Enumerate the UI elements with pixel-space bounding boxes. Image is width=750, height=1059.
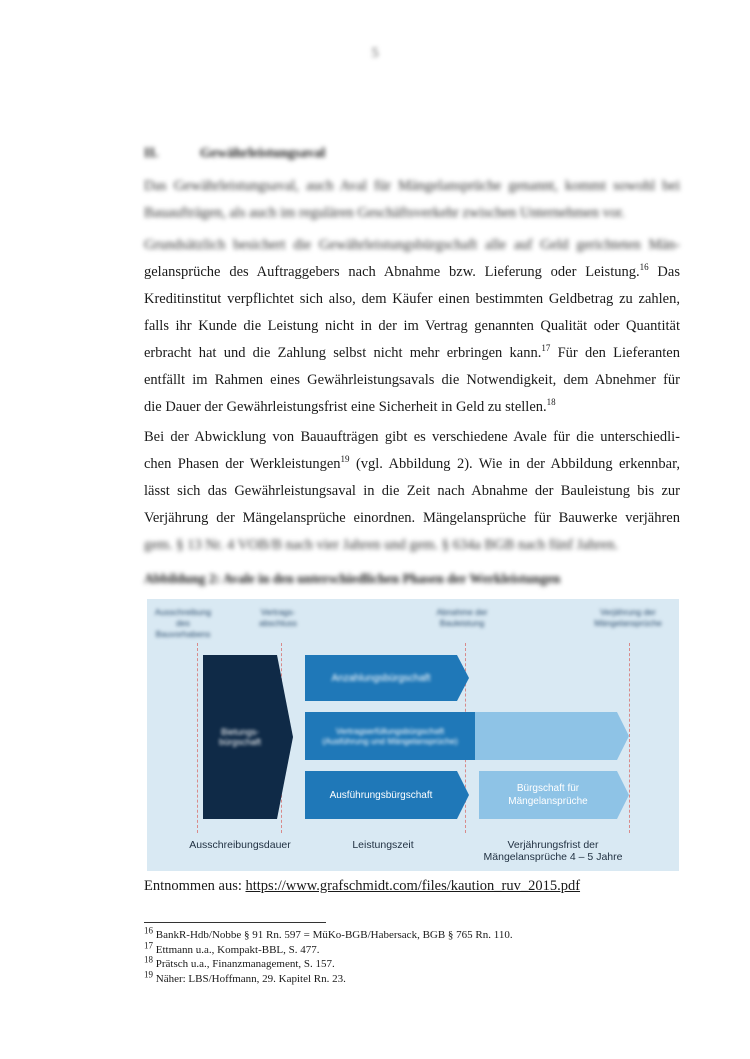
paragraph-line: falls ihr Kunde die Leistung nicht in der im Vertrag genannten Qualität oder Quantität: [144, 318, 680, 334]
footnote-number: 19: [144, 968, 153, 979]
paragraph-line: [144, 394, 680, 421]
footnote-text: Prätsch u.a., Finanzmanagement, S. 157.: [153, 958, 335, 970]
block-label: Ausführungsbürgschaft: [329, 789, 433, 801]
vertragserfuellungsbuergschaft-block: [305, 712, 475, 760]
top-label-abnahme: Abnahme der Bauleistung: [436, 607, 488, 628]
paragraph-line: entfällt im Rahmen eines Gewährleistungsavals die Notwendigkeit, dem Abnehmer für: [144, 372, 680, 388]
block-label: Bietungs-bürgschaft: [218, 727, 262, 747]
ausfuehrungsbuergschaft-block: [305, 771, 457, 819]
source-prefix: Entnommen aus:: [144, 878, 246, 894]
paragraph-line: Das Gewährleistungsaval, auch Aval für Mängelansprüche genannt, kommt sowohl bei: [144, 178, 680, 194]
block-label: Vertragserfüllungsbürgschaft (Ausführung und Mängelansprüche): [322, 726, 458, 746]
footnote: [144, 925, 513, 943]
footnote: [144, 968, 513, 987]
section-title: Gewährleistungsaval: [200, 146, 326, 161]
ausfuehrung-arrow-head: [457, 771, 469, 819]
footnote-ref: 18: [546, 397, 556, 408]
text-run: die Dauer der Gewährleistungsfrist eine Sicherheit in Geld zu stellen.: [144, 399, 547, 415]
text-run: (vgl. Abbildung 2). Wie in der Abbildung erkennbar,: [349, 456, 680, 472]
maengel-arrow-head: [617, 771, 629, 819]
footnote: [144, 954, 513, 972]
bietungsbuergschaft-block: [203, 655, 277, 819]
paragraph-line: Kreditinstitut verpflichtet sich also, dem Käufer einen bestimmten Geldbetrag zu zahlen,: [144, 291, 680, 307]
paragraph-line: lässt sich das Gewährleistungsaval in die Zeit nach Abnahme der Bauleistung bis zur: [144, 483, 680, 499]
maengelansprueche-block: [479, 771, 617, 819]
footnote-separator: [144, 922, 326, 923]
bottom-label-verjaehrung: Verjährungsfrist der Mängelansprüche 4 – 5 Jahre: [483, 839, 623, 863]
paragraph-2: [144, 232, 680, 421]
footnotes: [144, 925, 513, 986]
vertrag-arrow-head: [617, 712, 629, 760]
top-label-ausschreibung: Ausschreibung des Bauvorhabens: [154, 607, 212, 639]
source-line: [144, 878, 580, 895]
footnote-number: 16: [144, 925, 153, 936]
text-run: chen Phasen der Werkleistungen: [144, 456, 341, 472]
page-number: 5: [371, 46, 379, 61]
text-run: Für den Lieferanten: [550, 345, 680, 361]
footnote: [144, 939, 513, 958]
dashed-line-verjaehrung: [629, 643, 630, 833]
text-run: erbracht hat und die Zahlung selbst nicht mehr erbringen kann.: [144, 345, 542, 361]
footnote-text: Näher: LBS/Hoffmann, 29. Kapitel Rn. 23.: [153, 972, 346, 985]
paragraph-1: [144, 173, 680, 227]
footnote-ref: 17: [541, 343, 551, 354]
block-label: Anzahlungsbürgschaft: [331, 672, 431, 684]
dashed-line-ausschreibung: [197, 643, 198, 833]
paragraph-line: gem. § 13 Nr. 4 VOB/B nach vier Jahren und gem. § 634a BGB nach fünf Jahren.: [144, 537, 619, 553]
vertragserfuellung-extension: [475, 712, 617, 760]
bottom-label-ausschreibung: Ausschreibungsdauer: [189, 839, 291, 851]
paragraph-3: [144, 424, 680, 559]
footnote-text: BankR-Hdb/Nobbe § 91 Rn. 597 = MüKo-BGB/Habersack, BGB § 765 Rn. 110.: [153, 929, 513, 941]
source-link[interactable]: https://www.grafschmidt.com/files/kaution_ruv_2015.pdf: [245, 878, 581, 894]
paragraph-line: Bauaufträgen, als auch im regulären Geschäftsverkehr zwischen Unternehmen vor.: [144, 205, 625, 221]
top-label-verjaehrung: Verjährung der Mängelansprüche: [594, 607, 662, 628]
footnote-ref: 16: [639, 262, 649, 273]
section-number: II.: [144, 146, 159, 161]
footnote-text: Ettmann u.a., Kompakt-BBL, S. 477.: [153, 943, 320, 956]
paragraph-line: [144, 340, 680, 367]
bietung-arrow-head: [277, 655, 293, 819]
block-label: Bürgschaft für Mängelansprüche: [508, 783, 588, 807]
anzahlung-arrow-head: [457, 655, 469, 701]
paragraph-line: Grundsätzlich besichert die Gewährleistungsbürgschaft alle auf Geld gerichteten Män-: [144, 237, 680, 253]
text-run: Das: [648, 264, 680, 280]
figure-title: Abbildung 2: Avale in den unterschiedlichen Phasen der Werkleistungen: [144, 571, 561, 586]
paragraph-line: [144, 259, 680, 286]
paragraph-line: Verjährung der Mängelansprüche einordnen. Mängelansprüche für Bauwerke verjähren: [144, 510, 680, 526]
figure-diagram: [147, 599, 679, 871]
footnote-ref: 19: [340, 454, 350, 465]
footnote-number: 18: [144, 954, 153, 965]
text-run: gelansprüche des Auftraggebers nach Abnahme bzw. Lieferung oder Leistung.: [144, 264, 640, 280]
paragraph-line: Bei der Abwicklung von Bauaufträgen gibt es verschiedene Avale für die unterschiedli-: [144, 429, 680, 445]
anzahlungsbuergschaft-block: [305, 655, 457, 701]
top-label-vertrag: Vertrags-abschluss: [259, 607, 297, 628]
section-heading: [144, 146, 325, 162]
bottom-label-leistung: Leistungszeit: [352, 839, 414, 851]
footnote-number: 17: [144, 939, 153, 950]
paragraph-line: [144, 451, 680, 478]
